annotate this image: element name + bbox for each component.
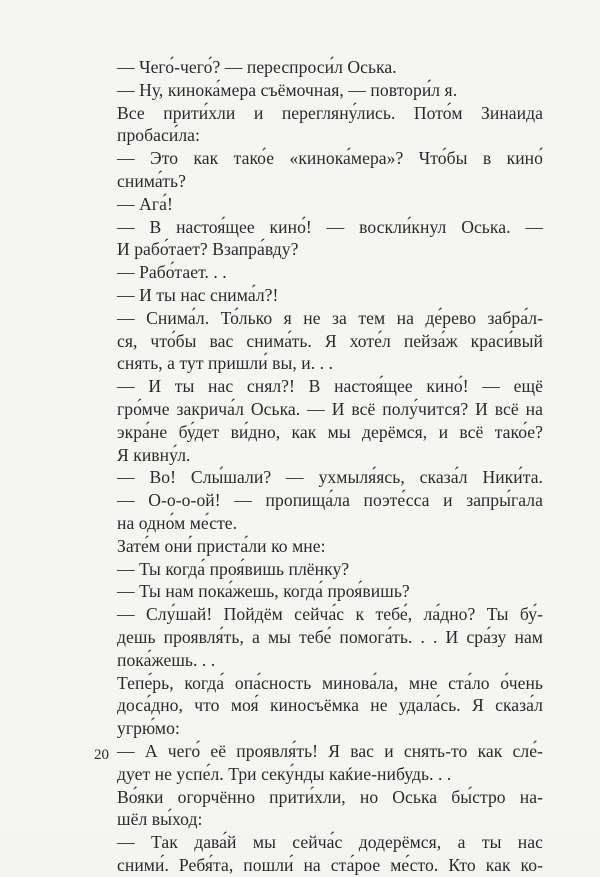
text-line: — Слу́шай! Пойдём сейча́с к тебе́, ла́дно? Ты бу́- [117,604,543,625]
text-line: дует не успе́л. Три секу́нды каќие-нибудь. . . [117,763,452,784]
text-line: экра́не бу́дет ви́дно, как мы дерёмся, и всё тако́е? [117,421,543,442]
text-line: на одно́м ме́сте. [117,512,238,533]
text-line: пока́жешь. . . [117,649,216,670]
text-line: — О-о-о-ой! — пропища́ла поэте́сса и запры́гала [117,490,543,511]
text-line: Я кивну́л. [117,444,191,465]
text-line: — Снима́л. То́лько я не за тем на де́рево забра́л- [117,307,543,328]
text-line: — Так дава́й мы сейча́с додерёмся, а ты нас [117,832,543,853]
text-line: пробаси́ла: [117,125,200,146]
text-line: гро́мче закрича́л Оська. — И всё полу́чится? И всё на [117,398,543,419]
text-line: доса́дно, что моя́ киносъёмка не удала́сь. Я сказа́л [117,695,543,716]
page-text [117,56,543,877]
text-line: ся, что́бы вас снима́ть. Я хоте́л пейза́ж краси́вый [117,330,543,351]
text-line: И рабо́тает? Взапра́вду? [117,239,299,260]
text-line: — И ты нас снял?! В настоя́щее кино́! — ещё [117,376,543,397]
text-line: снима́ть? [117,170,186,191]
text-line: Зате́м они́ приста́ли ко мне: [117,535,326,556]
text-line: сними́. Ребя́та, пошли́ на ста́рое ме́сто. Кто как ко- [117,854,543,875]
text-line: дешь проявля́ть, а мы тебе́ помога́ть. . . И сра́зу нам [117,626,543,647]
text-line: — В настоя́щее кино́! — воскли́кнул Оська. — [117,216,543,237]
text-line: — Во! Слы́шали? — ухмыля́ясь, сказа́л Ники́та. [117,467,543,488]
text-line: — А чего́ её проявля́ть! Я вас и снять-то как сле́- [117,740,543,761]
text-line: — Это как тако́е «кинока́мера»? Что́бы в кино́ [117,148,543,169]
text-line: — Ну, кинока́мера съёмочная, — повтори́л я. [117,79,458,100]
page-number: 20 [94,747,109,763]
text-line: — Ты когда́ проя́вишь плёнку? [117,558,350,579]
text-line: Все прити́хли и перегляну́лись. Пото́м Зинаида [117,102,543,123]
text-line: — Ты нам пока́жешь, когда́ проя́вишь? [117,581,410,602]
text-line: — Рабо́тает. . . [117,262,227,283]
text-line: — Ага́! [117,193,173,214]
text-line: угрю́мо: [117,718,180,739]
text-line: — И ты нас снима́л?! [117,284,279,305]
text-line: снять, а тут пришли́ вы, и. . . [117,353,333,374]
text-line: Тепе́рь, когда́ опа́сность минова́ла, мне ста́ло о́чень [117,672,543,693]
text-line: шёл вы́ход: [117,809,203,830]
text-line: — Чего́-чего́? — переспроси́л Оська. [117,57,397,77]
text-line: Во́яки огорчённо прити́хли, но Оська бы́стро на- [117,786,543,807]
